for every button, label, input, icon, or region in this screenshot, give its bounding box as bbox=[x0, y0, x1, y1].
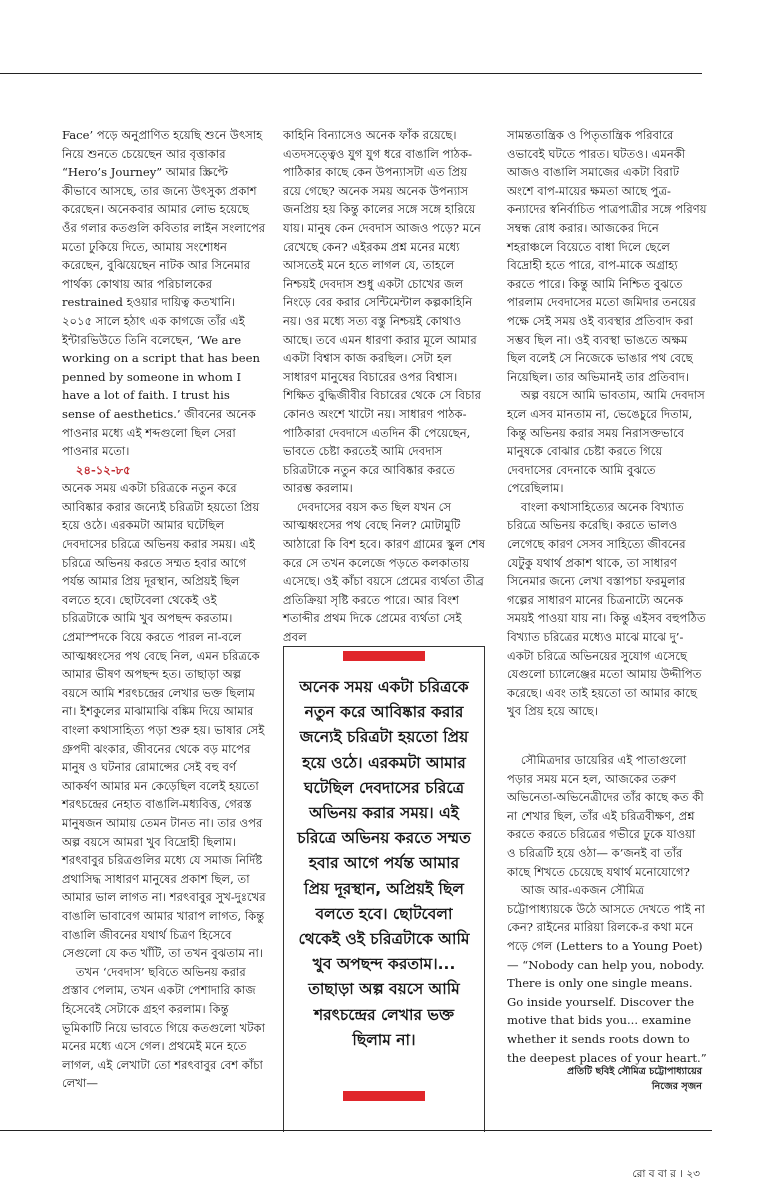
paragraph: কাহিনি বিন্যাসেও অনেক ফাঁক রয়েছে। এতদসত্ত্বেও যুগ যুগ ধরে বাঙালি পাঠক-পাঠিকার কাছে কেন উপন্যাসটা এত প্রিয় রয়ে গেছে? অনেক সময় অনেক উপন্যাস জনপ্রিয় হয় কিন্তু কালের সঙ্গে সঙ্গে হারিয়ে যায়। মানুষ কেন দেবদাস আজও পড়ে? মনে রেখেছে কেন? এইরকম প্রশ্ন মনের মধ্যে আসতেই মনে হতে লাগল যে, তাহলে নিশ্চয়ই দেবদাস শুধু একটা চোখের জল নিংড়ে বের করার সেন্টিমেন্টাল কল্পকাহিনি নয়। ওর মধ্যে সত্য বস্তু নিশ্চয়ই কোথাও আছে। তবে এমন ধারণা করার মূলে আমার একটা বিশ্বাস কাজ করছিল। সেটা হল সাধারণ মানুষের বিচারের ওপর বিশ্বাস। শিক্ষিত বুদ্ধিজীবীর বিচারের থেকে সে বিচার কোনও অংশে খাটো নয়। সাধারণ পাঠক-পাঠিকারা দেবদাসে এতদিন কী পেয়েছেন, ভাবতে চেষ্টা করতেই আমি দেবদাস চরিত্রটাকে নতুন করে আবিষ্কার করতে আরম্ভ করলাম। bbox=[283, 128, 482, 496]
paragraph: আজ আর-একজন সৌমিত্র চট্টোপাধ্যায়কে উঠে আসতে দেখতে পাই না কেন? রাইনের মারিয়া রিলকে-র কথা মনে পড়ে গেল (Letters to a Young Poet)— “Nobody can help you, nobody. There is only one single means. Go inside yourself. Discover the motive that bids you... examine whether it sends roots down to the deepest places of your heart.” bbox=[507, 883, 707, 1065]
diary-date: ২৪-১২-৮৫ bbox=[75, 462, 131, 477]
photo-credit: প্রতিটি ছবিই সৌমিত্র চট্টোপাধ্যায়ের নিজের সৃজন bbox=[567, 1066, 702, 1092]
paragraph: অল্প বয়সে আমি ভাবতাম, আমি দেবদাস হলে এসব মানতাম না, ভেঙেচুরে দিতাম, কিন্তু অভিনয় করার সময় নিরাসক্তভাবে মানুষকে বোঝার চেষ্টা করতে গিয়ে দেবদাসের বেদনাকে আমি বুঝতে পেরেছিলাম। bbox=[507, 388, 705, 496]
paragraph: দেবদাসের বয়স কত ছিল যখন সে আত্মধ্বংসের পথ বেছে নিল? মোটামুটি আঠারো কি বিশ হবে। কারণ গ্রামের স্কুল শেষ করে সে তখন কলেজে পড়তে কলকাতায় এসেছে। ওই কাঁচা বয়সে প্রেমের ব্যর্থতা তীব্র প্রতিক্রিয়া সৃষ্টি করতে পারে। আর বিংশ শতাব্দীর প্রথম দিকে প্রেমের ব্যর্থতা সেই প্রবল bbox=[283, 499, 486, 645]
bottom-rule bbox=[0, 1130, 712, 1131]
pull-quote: অনেক সময় একটা চরিত্রকে নতুন করে আবিষ্কার করার জন্যেই চরিত্রটা হয়তো প্রিয় হয়ে ওঠে। এরকমটা আমার ঘটেছিল দেবদাসের চরিত্রে অভিনয় করার সময়। এই চরিত্রে অভিনয় করতে সম্মত হবার আগে পর্যন্ত আমার প্রিয় দূরস্থান, অপ্রিয়ই ছিল বলতে হবে। ছোটবেলা থেকেই ওই চরিত্রটাকে আমি খুব অপছন্দ করতাম।... তাছাড়া অল্প বয়সে আমি শরৎচন্দ্রের লেখার ভক্ত ছিলাম না। bbox=[297, 678, 471, 1049]
paragraph: অনেক সময় একটা চরিত্রকে নতুন করে আবিষ্কার করার জন্যেই চরিত্রটা হয়তো প্রিয় হয়ে ওঠে। এরকমটা আমার ঘটেছিল দেবদাসের চরিত্রে অভিনয় করার সময়। এই চরিত্রে অভিনয় করতে সম্মত হবার আগে পর্যন্ত আমার প্রিয় দূরস্থান, অপ্রিয়ই ছিল বলতে হবে। ছোটবেলা থেকেই ওই চরিত্রটাকে আমি খুব অপছন্দ করতাম। প্রেমাস্পদকে বিয়ে করতে পারল না-বলে আত্মধ্বংসের পথ বেছে নিল, এমন চরিত্রকে আমার ভীষণ অপছন্দ হত। তাছাড়া অল্প বয়সে আমি শরৎচন্দ্রের লেখার ভক্ত ছিলাম না। ইশকুলের মাঝামাঝি বঙ্কিম দিয়ে আমার বাংলা কথাসাহিত্য পড়া শুরু হয়। ভাষার সেই গ্রুপদী ঝংকার, জীবনের থেকে বড় মাপের মানুষ ও ঘটনার রোমান্সের সেই বহু বর্ণ আকর্ষণ আমার মন কেড়েছিল বলেই হয়তো শরৎচন্দ্রের নেহাত বাঙালি-মধ্যবিত্ত, গেরস্ত মানুষজন আমায় তেমন টানত না। তার ওপর অল্প বয়সে আমরা খুব বিদ্রোহী ছিলাম। শরৎবাবুর চরিত্রগুলির মধ্যে যে সমাজ নির্দিষ্ট প্রথাসিদ্ধ সাধারণ মানুষের প্রকাশ ছিল, তা আমার ভাল লাগত না। শরৎবাবুর সুখ-দুঃখের বাঙালি ভাবাবেগ আমার খারাপ লাগত, কিন্তু বাঙালি জীবনের যথার্থ চিত্রণ হিসেবে সেগুলো যে কত খাঁটি, তা তখন বুঝতাম না। bbox=[62, 481, 266, 961]
paragraph: Face’ পড়ে অনুপ্রাণিত হয়েছি শুনে উৎসাহ নিয়ে শুনতে চেয়েছেন আর বৃত্তাকার “Hero’s Journey” আমার স্ক্রিপ্টে কীভাবে আসছে, তার জন্যে উৎসুক্য প্রকাশ করেছেন। অনেকবার আমার লোভ হয়েছে ওঁর গলার কতগুলি কবিতার লাইন সংলাপের মতো ঢুকিয়ে দিতে, আমায় সংশোধন করেছেন, বুঝিয়েছেন নাটক আর সিনেমার পার্থক্য কোথায় আর পরিচালকের restrained হওয়ার দায়িত্ব কতখানি। ২০১৫ সালে হঠাৎ এক কাগজে তাঁর এই ইন্টারভিউতে তিনি বলেছেন, ‘We are working on a script that has been penned by someone in whom I have a lot of faith. I trust his sense of aesthetics.’ জীবনের অনেক পাওনার মধ্যে এই শব্দগুলো ছিল সেরা পাওনার মতো। bbox=[62, 128, 266, 459]
column-1 bbox=[62, 126, 266, 1126]
quote-bottom-bar bbox=[343, 1091, 425, 1101]
paragraph: বাংলা কথাসাহিত্যের অনেক বিখ্যাত চরিত্রে অভিনয় করেছি। করতে ভালও লেগেছে কারণ সেসব সাহিত্যে জীবনের যেটুকু যথার্থ প্রকাশ থাকে, তা সাধারণ সিনেমার জন্যে লেখা বস্তাপচা ফরমুলার গল্পের সাধারণ মানের চিত্রনাট্যে অনেক সময়ই পাওয়া যায় না। কিন্তু এইসব বহুপঠিত বিখ্যাত চরিত্রের মধ্যেও মাঝে মাঝে দু’-একটা চরিত্রে অভিনয়ের সুযোগ এসেছে যেগুলো চ্যালেঞ্জের মতো আমায় উদ্দীপিত করেছে। এবং তাই হয়তো তা আমার কাছে খুব প্রিয় হয়ে আছে। bbox=[507, 499, 706, 719]
quote-top-bar bbox=[343, 651, 425, 661]
pull-quote-box bbox=[283, 646, 485, 1132]
column-3 bbox=[507, 126, 707, 1065]
column-2 bbox=[283, 126, 486, 645]
page-footer: রো ব বা র । ২৩ bbox=[632, 1168, 700, 1180]
paragraph: তখন ‘দেবদাস’ ছবিতে অভিনয় করার প্রস্তাব পেলাম, তখন একটা পেশাদারি কাজ হিসেবেই সেটাকে গ্রহণ করলাম। কিন্তু ভূমিকাটি নিয়ে ভাবতে গিয়ে কতগুলো খটকা মনের মধ্যে এসে গেল। প্রথমেই মনে হতে লাগল, এই লেখাটা তো শরৎবাবুর বেশ কাঁচা লেখা— bbox=[62, 964, 266, 1091]
top-rule bbox=[0, 73, 702, 74]
paragraph: সৌমিত্রদার ডায়েরির এই পাতাগুলো পড়ার সময় মনে হল, আজকের তরুণ অভিনেতা-অভিনেত্রীদের তাঁর কাছে কত কী না শেখার ছিল, তাঁর এই চরিত্রবীক্ষণ, প্রশ্ন করতে করতে চরিত্রের গভীরে ঢুকে যাওয়া ও চরিত্রটি হয়ে ওঠা— ক’জনই বা তাঁর কাছে শিখতে চেয়েছে যথার্থ মনোযোগে? bbox=[507, 753, 704, 879]
paragraph: সামন্ততান্ত্রিক ও পিতৃতান্ত্রিক পরিবারে ওভাবেই ঘটতে পারত। ঘটতও। এমনকী আজও বাঙালি সমাজের একটা বিরাট অংশে বাপ-মায়ের ক্ষমতা আছে পুত্র-কন্যাদের স্বনির্বাচিত পাত্রপাত্রীর সঙ্গে পরিণয় সম্বন্ধ রোধ করার। আজকের দিনে শহরাঞ্চলে বিয়েতে বাধা দিলে ছেলে বিদ্রোহী হতে পারে, বাপ-মাকে অগ্রাহ্য করতে পারে। কিন্তু আমি নিশ্চিত বুঝতে পারলাম দেবদাসের মতো জমিদার তনয়ের পক্ষে সেই সময় ওই ব্যবস্থার প্রতিবাদ করা সম্ভব ছিল না। ওই ব্যবস্থা ভাঙতে অক্ষম ছিল বলেই সে নিজেকে ভাঙার পথ বেছে নিয়েছিল। তার অভিমানই তার প্রতিবাদ। bbox=[507, 128, 707, 384]
